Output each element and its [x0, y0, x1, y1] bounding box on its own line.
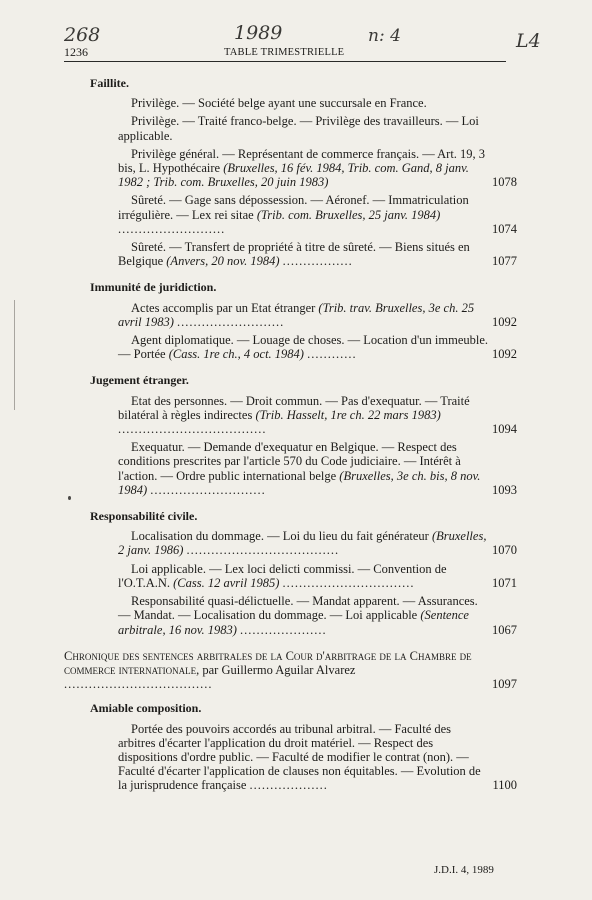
page-header: [64, 43, 506, 62]
leader-dots: ....................................: [64, 677, 213, 692]
leader-dots: .....................................: [186, 543, 340, 558]
handwritten-year: 1989: [234, 22, 283, 44]
entry-citation: (Bruxelles, 3e ch. bis, 8 nov. 1984): [118, 468, 481, 497]
section-amiable: [64, 701, 517, 793]
index-entry: [118, 193, 517, 236]
entry-text: Responsabilité quasi-délictuelle. — Mandat apparent. — Assurances. — Mandat. — Localisation du dommage. — Loi applicable: [118, 594, 478, 623]
entry-citation: (Cass. 12 avril 1985): [173, 575, 280, 590]
index-entry: [118, 333, 517, 362]
section-heading: Amiable composition.: [90, 701, 202, 716]
leader-dots: .................: [282, 254, 353, 269]
entry-page: 1092: [492, 314, 517, 329]
index-entry: [118, 721, 517, 793]
handwritten-number: n: 4: [368, 26, 401, 46]
entry-citation: (Trib. com. Bruxelles, 25 janv. 1984): [256, 207, 441, 222]
entry-citation: (Anvers, 20 nov. 1984): [166, 254, 280, 269]
section-heading: Faillite.: [90, 76, 129, 90]
index-entry: [118, 96, 490, 110]
entry-citation: (Trib. Hasselt, 1re ch. 22 mars 1983): [255, 407, 441, 422]
entry-text: Portée des pouvoirs accordés au tribunal arbitral. — Faculté des arbitres d'écarter l'application du droit matériel. — Respect des dispositions d'ordre public. — Faculté de modifier le contrat (non). — Faculté d'écarter l'application de clauses non équitables. — Evolution de la jurisprudence française: [118, 721, 481, 793]
entry-page: 1077: [492, 254, 517, 269]
entry-text: Actes accomplis par un Etat étranger: [131, 300, 316, 315]
leader-dots: ..........................: [118, 221, 226, 236]
entry-text: Privilège. — Traité franco-belge. — Privilège des travailleurs. — Loi applicable.: [118, 114, 479, 143]
page-footer: J.D.I. 4, 1989: [434, 864, 494, 876]
index-entry: [118, 561, 517, 590]
index-entry: [118, 114, 490, 142]
chronique-title: Chronique des sentences arbitrales de la Cour d'arbitrage de la Chambre de commerce internationale,: [64, 648, 472, 677]
index-entry: [118, 440, 517, 497]
handwritten-note: 268: [64, 24, 101, 46]
entry-citation: (Bruxelles, 2 janv. 1986): [118, 529, 487, 558]
section-immunite: [64, 280, 517, 362]
entry-page: 1071: [492, 575, 517, 590]
section-faillite: [64, 76, 517, 269]
entry-text: Agent diplomatique. — Louage de choses. — Location d'un immeuble. — Portée: [118, 333, 489, 362]
handwritten-code: L4: [516, 30, 541, 52]
entry-text: Sûreté. — Transfert de propriété à titre de sûreté. — Biens situés en Belgique: [118, 240, 470, 269]
index-entry: [118, 146, 517, 190]
section-heading: Jugement étranger.: [90, 373, 189, 388]
chronique-author: par Guillermo Aguilar Alvarez: [202, 662, 356, 677]
page-number: 1236: [64, 45, 88, 59]
leader-dots: ............................: [150, 482, 266, 497]
entry-page: 1070: [492, 543, 517, 558]
entry-text: Etat des personnes. — Droit commun. — Pas d'exequatur. — Traité bilatéral à règles indirectes: [118, 393, 470, 422]
entry-page: 1074: [492, 221, 517, 236]
leader-dots: ..........................: [177, 314, 285, 329]
entry-page: 1092: [492, 347, 517, 362]
entry-citation: (Bruxelles, 16 fév. 1984, Trib. com. Gand, 8 janv. 1982 ; Trib. com. Bruxelles, 20 juin 1983): [118, 161, 469, 190]
entry-page: 1097: [492, 677, 517, 692]
leader-dots: ................................: [282, 575, 415, 590]
entry-page: 1093: [492, 482, 517, 497]
index-entry: [118, 393, 517, 437]
index-entry: [118, 300, 517, 329]
entry-page: 1067: [492, 622, 517, 637]
entry-citation: (Sentence arbitrale, 16 nov. 1983): [118, 608, 469, 637]
entry-page: 1100: [492, 778, 517, 793]
section-jugement: [64, 373, 517, 497]
leader-dots: .....................: [239, 622, 327, 637]
entry-text: Exequatur. — Demande d'exequatur en Belgique. — Respect des conditions prescrites par l'article 570 du Code judiciaire. — Intérêt à l'action. — Ordre public international belge: [118, 440, 461, 483]
running-title: TABLE TRIMESTRIELLE: [224, 47, 345, 58]
entry-citation: (Cass. 1re ch., 4 oct. 1984): [168, 347, 304, 362]
leader-dots: ...................: [249, 778, 328, 793]
leader-dots: ............: [307, 347, 357, 362]
index-entry: [118, 529, 517, 558]
section-heading: Immunité de juridiction.: [90, 280, 217, 295]
section-heading: Responsabilité civile.: [90, 509, 198, 524]
index-content: [64, 76, 517, 805]
entry-text: Localisation du dommage. — Loi du lieu du fait générateur: [131, 529, 429, 544]
section-responsabilite: [64, 509, 517, 637]
entry-text: Loi applicable. — Lex loci delicti commissi. — Convention de l'O.T.A.N.: [118, 561, 447, 590]
entry-text: Privilège général. — Représentant de commerce français. — Art. 19, 3 bis, L. Hypothécaire: [118, 146, 486, 176]
entry-citation: (Trib. trav. Bruxelles, 3e ch. 25 avril 1983): [118, 300, 475, 329]
entry-text: Privilège. — Société belge ayant une succursale en France.: [131, 96, 427, 111]
entry-page: 1094: [492, 422, 517, 437]
index-entry: [118, 240, 517, 269]
entry-page: 1078: [492, 175, 517, 190]
chronique-entry: [64, 648, 517, 692]
leader-dots: ....................................: [118, 422, 267, 437]
entry-text: Sûreté. — Gage sans dépossession. — Aéronef. — Immatriculation irrégulière. — Lex rei sitae: [118, 193, 469, 222]
margin-mark: [14, 300, 15, 410]
index-entry: [118, 594, 517, 637]
